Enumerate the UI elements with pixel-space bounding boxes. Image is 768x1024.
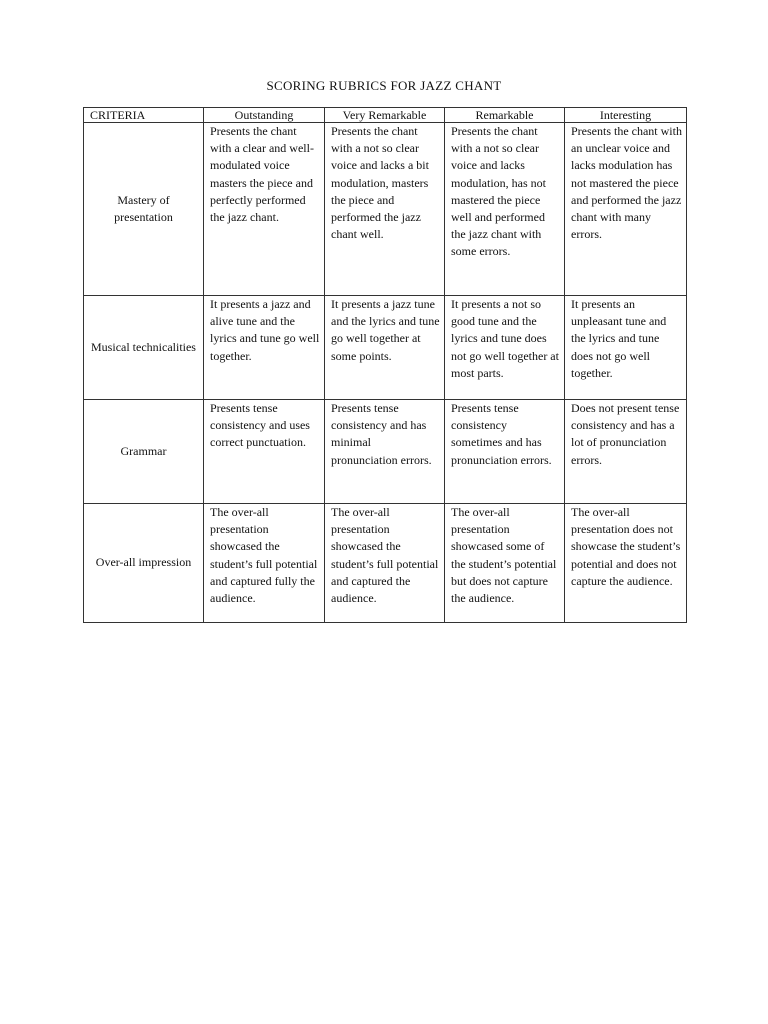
rubric-table: [83, 107, 687, 623]
header-outstanding: Outstanding: [204, 108, 325, 123]
rubric-cell: The over-all presentation does not showcase the student’s potential and does not capture the audience.: [565, 504, 687, 623]
table-row: [84, 400, 687, 504]
rubric-cell: Presents tense consistency and uses correct punctuation.: [204, 400, 325, 504]
rubric-cell: The over-all presentation showcased some of the student’s potential but does not capture the audience.: [445, 504, 565, 623]
rubric-cell: It presents a jazz tune and the lyrics and tune go well together at some points.: [325, 296, 445, 400]
criterion-cell: Musical technicalities: [84, 296, 204, 400]
page-title: SCORING RUBRICS FOR JAZZ CHANT: [266, 78, 502, 93]
header-very-remarkable: Very Remarkable: [325, 108, 445, 123]
rubric-cell: Does not present tense consistency and has a lot of pronunciation errors.: [565, 400, 687, 504]
rubric-cell: Presents tense consistency and has minimal pronunciation errors.: [325, 400, 445, 504]
header-criteria: CRITERIA: [84, 108, 204, 123]
criterion-cell: Over-all impression: [84, 504, 204, 623]
header-remarkable: Remarkable: [445, 108, 565, 123]
rubric-cell: It presents an unpleasant tune and the lyrics and tune does not go well together.: [565, 296, 687, 400]
rubric-cell: Presents the chant with a clear and well-modulated voice masters the piece and perfectly performed the jazz chant.: [204, 123, 325, 296]
rubric-cell: The over-all presentation showcased the student’s full potential and captured the audience.: [325, 504, 445, 623]
rubric-cell: Presents the chant with a not so clear voice and lacks modulation, has not mastered the piece well and performed the jazz chant with some errors.: [445, 123, 565, 296]
table-row: [84, 123, 687, 296]
rubric-cell: It presents a jazz and alive tune and the lyrics and tune go well together.: [204, 296, 325, 400]
rubric-cell: It presents a not so good tune and the lyrics and tune does not go well together at most parts.: [445, 296, 565, 400]
header-interesting: Interesting: [565, 108, 687, 123]
rubric-cell: Presents the chant with a not so clear voice and lacks a bit modulation, masters the piece and performed the jazz chant well.: [325, 123, 445, 296]
criterion-cell: Mastery of presentation: [84, 123, 204, 296]
header-row: [84, 108, 687, 123]
table-row: [84, 504, 687, 623]
table-row: [84, 296, 687, 400]
rubric-cell: The over-all presentation showcased the student’s full potential and captured fully the audience.: [204, 504, 325, 623]
rubric-cell: Presents tense consistency sometimes and has pronunciation errors.: [445, 400, 565, 504]
rubric-cell: Presents the chant with an unclear voice and lacks modulation has not mastered the piece and performed the jazz chant with many errors.: [565, 123, 687, 296]
criterion-cell: Grammar: [84, 400, 204, 504]
